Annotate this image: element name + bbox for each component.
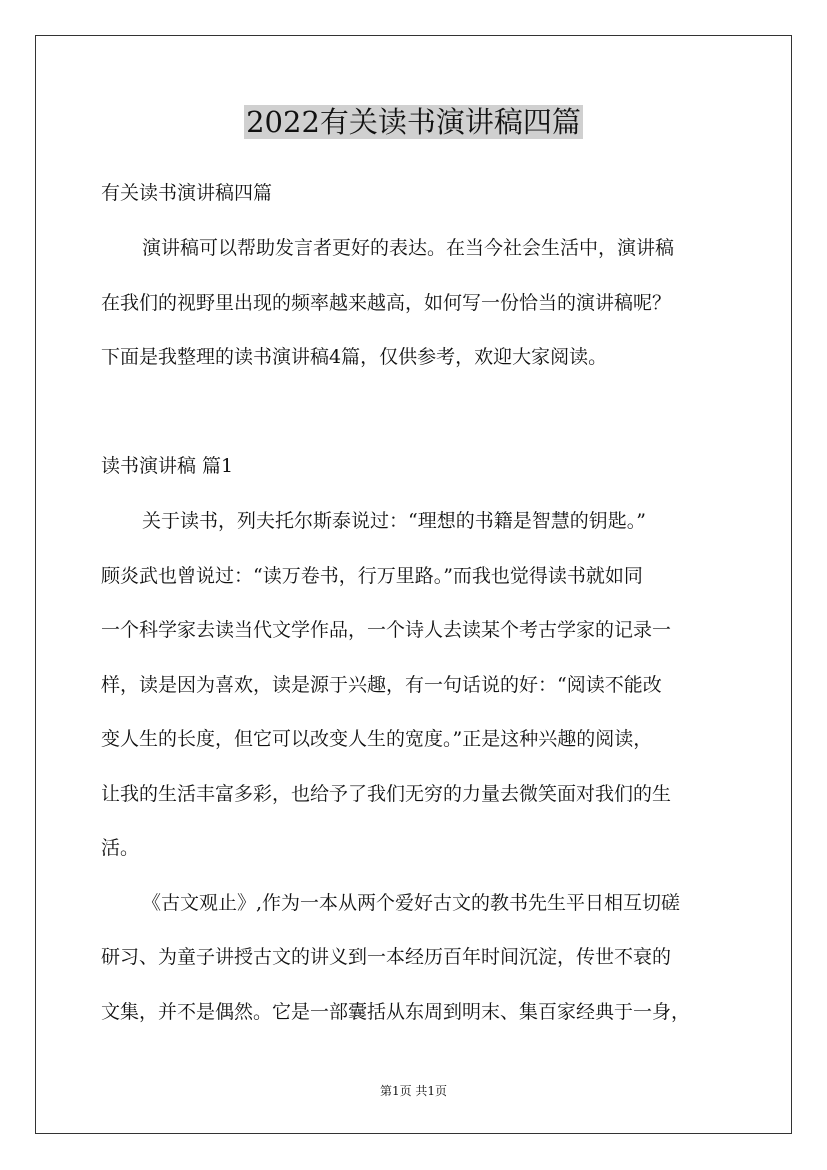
paragraph-line: 一个科学家去读当代文学作品，一个诗人去读某个考古学家的记录一 — [101, 619, 672, 641]
paragraph-line: 让我的生活丰富多彩，也给予了我们无穷的力量去微笑面对我们的生 — [101, 783, 672, 805]
paragraph-line: 样，读是因为喜欢，读是源于兴趣，有一句话说的好：“阅读不能改 — [101, 674, 662, 696]
intro-line: 下面是我整理的读书演讲稿4篇，仅供参考，欢迎大家阅读。 — [101, 346, 608, 368]
page-footer: 第1页 共1页 — [379, 1084, 448, 1098]
section-heading: 读书演讲稿 篇1 — [101, 455, 234, 477]
paragraph-line: 文集，并不是偶然。它是一部囊括从东周到明末、集百家经典于一身， — [101, 1001, 691, 1023]
paragraph-line: 研习、为童子讲授古文的讲义到一本经历百年时间沉淀，传世不衰的 — [101, 946, 672, 968]
document-title — [0, 100, 827, 144]
document-title-text: 2022有关读书演讲稿四篇 — [246, 105, 581, 139]
intro-line: 在我们的视野里出现的频率越来越高，如何写一份恰当的演讲稿呢？ — [101, 292, 672, 314]
paragraph-line: 《古文观止》,作为一本从两个爱好古文的教书先生平日相互切磋 — [142, 892, 681, 914]
paragraph-line: 活。 — [101, 837, 140, 859]
intro-line: 演讲稿可以帮助发言者更好的表达。在当今社会生活中，演讲稿 — [142, 237, 675, 259]
paragraph-line: 变人生的长度，但它可以改变人生的宽度。”正是这种兴趣的阅读， — [101, 728, 653, 750]
document-subtitle: 有关读书演讲稿四篇 — [101, 182, 273, 204]
paragraph-line: 顾炎武也曾说过：“读万卷书，行万里路。”而我也觉得读书就如同 — [101, 565, 643, 587]
paragraph-line: 关于读书，列夫托尔斯泰说过：“理想的书籍是智慧的钥匙。” — [142, 510, 646, 532]
